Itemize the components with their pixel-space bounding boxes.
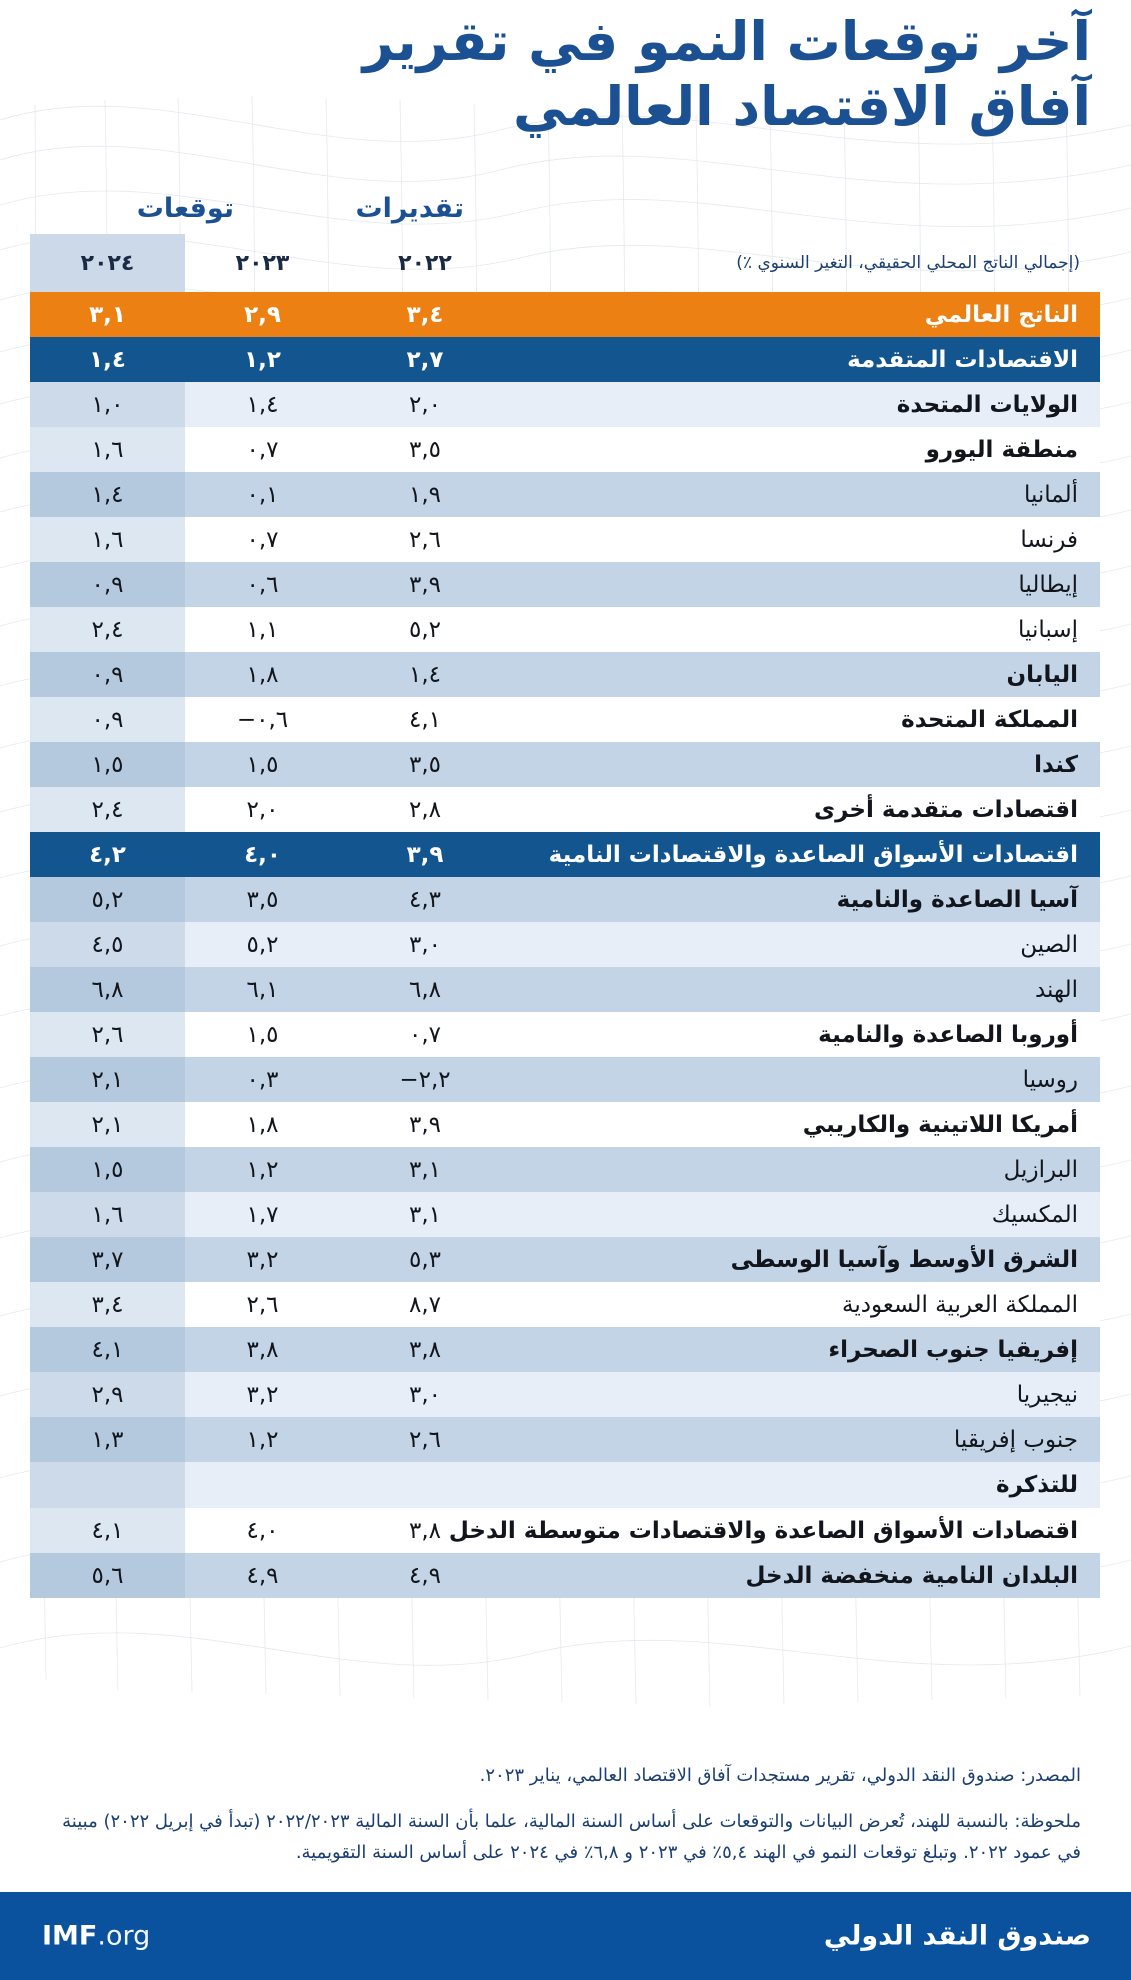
table-head [30, 234, 1100, 292]
cell-y2024: ٢,١ [30, 1102, 185, 1147]
cell-y2022: ٣,٥ [340, 742, 510, 787]
table-row [30, 652, 1100, 697]
row-label: نيجيريا [510, 1372, 1100, 1417]
cell-y2024: ٣,١ [30, 292, 185, 337]
footer-website-main: IMF [42, 1920, 98, 1952]
cell-y2024: ٤,٢ [30, 832, 185, 877]
cell-y2023: ٢,٩ [185, 292, 340, 337]
table-row [30, 697, 1100, 742]
footer-website-link[interactable] [42, 1921, 150, 1952]
cell-y2022: ٣,١ [340, 1192, 510, 1237]
column-group-labels [0, 192, 1131, 234]
cell-y2022: ٥,٣ [340, 1237, 510, 1282]
cell-y2024: ١,٠ [30, 382, 185, 427]
cell-y2022: ٢,٨ [340, 787, 510, 832]
cell-y2024: ١,٤ [30, 472, 185, 517]
memorandum-header-row [30, 1462, 1100, 1508]
cell-y2022: ٢,٦ [340, 517, 510, 562]
unit-note-header: (إجمالي الناتج المحلي الحقيقي، التغير السنوي ٪) [736, 253, 1080, 273]
cell-y2024: ٢,٤ [30, 607, 185, 652]
cell-y2024: ٥,٢ [30, 877, 185, 922]
cell-y2022: ٤,٩ [340, 1553, 510, 1598]
table-row [30, 1372, 1100, 1417]
table-row [30, 1508, 1100, 1553]
cell-y2022: ٣,٤ [340, 292, 510, 337]
growth-projections-table [30, 234, 1100, 1598]
cell-y2023: ٣,٢ [185, 1237, 340, 1282]
cell-y2024: ١,٣ [30, 1417, 185, 1462]
cell-y2022: ١,٤ [340, 652, 510, 697]
table-row [30, 832, 1100, 877]
row-label: البرازيل [510, 1147, 1100, 1192]
row-label: إيطاليا [510, 562, 1100, 607]
table-row [30, 517, 1100, 562]
memorandum-empty-cell [340, 1462, 510, 1508]
cell-y2024: ٣,٧ [30, 1237, 185, 1282]
cell-y2024: ٢,٩ [30, 1372, 185, 1417]
column-group-estimate-label: تقديرات [355, 193, 464, 224]
row-label: فرنسا [510, 517, 1100, 562]
cell-y2023: ١,٨ [185, 652, 340, 697]
cell-y2024: ١,٦ [30, 427, 185, 472]
cell-y2023: ١,١ [185, 607, 340, 652]
cell-y2022: ٢,٧ [340, 337, 510, 382]
cell-y2022: ٥,٢ [340, 607, 510, 652]
cell-y2022: ٤,٣ [340, 877, 510, 922]
table-row [30, 427, 1100, 472]
cell-y2022: ٨,٧ [340, 1282, 510, 1327]
cell-y2023: ٠,٧ [185, 517, 340, 562]
row-label: الصين [510, 922, 1100, 967]
row-label: آسيا الصاعدة والنامية [510, 877, 1100, 922]
cell-y2022: ٢,٦ [340, 1417, 510, 1462]
row-label: المملكة المتحدة [510, 697, 1100, 742]
cell-y2023: ٠,٦− [185, 697, 340, 742]
row-label: أمريكا اللاتينية والكاريبي [510, 1102, 1100, 1147]
row-label: المملكة العربية السعودية [510, 1282, 1100, 1327]
table-row [30, 1102, 1100, 1147]
cell-y2023: ٤,٩ [185, 1553, 340, 1598]
cell-y2024: ٣,٤ [30, 1282, 185, 1327]
cell-y2023: ٠,٣ [185, 1057, 340, 1102]
table-row [30, 1147, 1100, 1192]
table-row [30, 1417, 1100, 1462]
cell-y2023: ١,٥ [185, 742, 340, 787]
methodology-note: ملحوظة: بالنسبة للهند، تُعرض البيانات والتوقعات على أساس السنة المالية، علما بأن السنة المالية ٢٠٢٢/٢٠٢٣ (تبدأ في إبريل ٢٠٢٢) مبينة في عمود ٢٠٢٢. وتبلغ توقعات النمو في الهند ٥,٤٪ في ٢٠٢٣ و ٦,٨٪ في ٢٠٢٤ على أساس السنة التقويمية. [62, 1810, 1081, 1864]
cell-y2024: ٢,٤ [30, 787, 185, 832]
cell-y2023: ١,٢ [185, 1417, 340, 1462]
cell-y2022: ٣,١ [340, 1147, 510, 1192]
table-row [30, 1282, 1100, 1327]
row-label: البلدان النامية منخفضة الدخل [510, 1553, 1100, 1598]
cell-y2023: ١,٢ [185, 337, 340, 382]
table-row [30, 1237, 1100, 1282]
cell-y2023: ٤,٠ [185, 832, 340, 877]
table-row [30, 967, 1100, 1012]
cell-y2022: ٣,٠ [340, 922, 510, 967]
table-row [30, 1012, 1100, 1057]
cell-y2024: ٢,٦ [30, 1012, 185, 1057]
cell-y2024: ٤,١ [30, 1508, 185, 1553]
table-row [30, 877, 1100, 922]
footer-bar [0, 1892, 1131, 1980]
table-row [30, 1327, 1100, 1372]
cell-y2023: ٣,٥ [185, 877, 340, 922]
title-line-2: آفاق الاقتصاد العالمي [513, 74, 1091, 138]
row-label: أوروبا الصاعدة والنامية [510, 1012, 1100, 1057]
cell-y2024: ١,٤ [30, 337, 185, 382]
row-label: المكسيك [510, 1192, 1100, 1237]
row-label: اقتصادات متقدمة أخرى [510, 787, 1100, 832]
memorandum-empty-cell [30, 1462, 185, 1508]
cell-y2023: ٢,٦ [185, 1282, 340, 1327]
cell-y2022: ٣,٩ [340, 1102, 510, 1147]
memorandum-label: للتذكرة [510, 1462, 1100, 1508]
row-label: كندا [510, 742, 1100, 787]
growth-projections-table-wrapper [30, 234, 1100, 1598]
cell-y2023: ٤,٠ [185, 1508, 340, 1553]
row-label: اقتصادات الأسواق الصاعدة والاقتصادات متوسطة الدخل [510, 1508, 1100, 1553]
column-header-2022: ٢٠٢٢ [398, 250, 452, 276]
cell-y2022: ٣,٩ [340, 832, 510, 877]
cell-y2023: ١,٥ [185, 1012, 340, 1057]
notes-section [40, 1762, 1081, 1869]
cell-y2024: ١,٦ [30, 1192, 185, 1237]
table-header-row [30, 234, 1100, 292]
cell-y2023: ٦,١ [185, 967, 340, 1012]
cell-y2022: ٣,٩ [340, 562, 510, 607]
row-label: إسبانيا [510, 607, 1100, 652]
footer-website-tld: .org [97, 1920, 151, 1952]
cell-y2023: ٥,٢ [185, 922, 340, 967]
table-row [30, 607, 1100, 652]
table-row [30, 742, 1100, 787]
row-label: الشرق الأوسط وآسيا الوسطى [510, 1237, 1100, 1282]
cell-y2023: ٣,٢ [185, 1372, 340, 1417]
cell-y2023: ١,٢ [185, 1147, 340, 1192]
table-row [30, 382, 1100, 427]
row-label: ألمانيا [510, 472, 1100, 517]
cell-y2024: ٠,٩ [30, 697, 185, 742]
cell-y2024: ١,٥ [30, 742, 185, 787]
cell-y2023: ١,٤ [185, 382, 340, 427]
cell-y2024: ٥,٦ [30, 1553, 185, 1598]
page-title [41, 10, 1091, 140]
row-label: الناتج العالمي [510, 292, 1100, 337]
cell-y2024: ٤,٥ [30, 922, 185, 967]
row-label: الولايات المتحدة [510, 382, 1100, 427]
row-label: الاقتصادات المتقدمة [510, 337, 1100, 382]
table-body [30, 292, 1100, 1598]
source-note: المصدر: صندوق النقد الدولي، تقرير مستجدات آفاق الاقتصاد العالمي، يناير ٢٠٢٣. [479, 1765, 1081, 1786]
cell-y2022: ٣,٨ [340, 1508, 510, 1553]
column-header-2023: ٢٠٢٣ [235, 250, 290, 276]
cell-y2022: ٣,٨ [340, 1327, 510, 1372]
cell-y2022: ٢,٢− [340, 1057, 510, 1102]
row-label: اقتصادات الأسواق الصاعدة والاقتصادات النامية [510, 832, 1100, 877]
cell-y2024: ٤,١ [30, 1327, 185, 1372]
cell-y2023: ٠,٧ [185, 427, 340, 472]
cell-y2024: ١,٦ [30, 517, 185, 562]
row-label: إفريقيا جنوب الصحراء [510, 1327, 1100, 1372]
table-row [30, 292, 1100, 337]
row-label: اليابان [510, 652, 1100, 697]
cell-y2024: ٠,٩ [30, 652, 185, 697]
cell-y2022: ٤,١ [340, 697, 510, 742]
cell-y2024: ٦,٨ [30, 967, 185, 1012]
cell-y2022: ٣,٥ [340, 427, 510, 472]
cell-y2023: ٣,٨ [185, 1327, 340, 1372]
column-header-2024: ٢٠٢٤ [30, 234, 185, 292]
table-row [30, 787, 1100, 832]
cell-y2022: ٢,٠ [340, 382, 510, 427]
cell-y2022: ١,٩ [340, 472, 510, 517]
table-row [30, 472, 1100, 517]
row-label: روسيا [510, 1057, 1100, 1102]
memorandum-empty-cell [185, 1462, 340, 1508]
cell-y2022: ٣,٠ [340, 1372, 510, 1417]
cell-y2024: ٢,١ [30, 1057, 185, 1102]
cell-y2023: ٠,١ [185, 472, 340, 517]
row-label: الهند [510, 967, 1100, 1012]
table-row [30, 922, 1100, 967]
title-line-1: آخر توقعات النمو في تقرير [362, 10, 1091, 73]
column-group-forecast-label: توقعات [136, 193, 234, 224]
table-row [30, 1192, 1100, 1237]
cell-y2023: ١,٨ [185, 1102, 340, 1147]
table-row [30, 1057, 1100, 1102]
row-label: منطقة اليورو [510, 427, 1100, 472]
cell-y2022: ٠,٧ [340, 1012, 510, 1057]
cell-y2022: ٦,٨ [340, 967, 510, 1012]
footer-organization-name: صندوق النقد الدولي [823, 1920, 1091, 1952]
cell-y2024: ٠,٩ [30, 562, 185, 607]
cell-y2023: ٢,٠ [185, 787, 340, 832]
cell-y2023: ٠,٦ [185, 562, 340, 607]
cell-y2023: ١,٧ [185, 1192, 340, 1237]
cell-y2024: ١,٥ [30, 1147, 185, 1192]
table-row [30, 562, 1100, 607]
table-row [30, 1553, 1100, 1598]
table-row [30, 337, 1100, 382]
row-label: جنوب إفريقيا [510, 1417, 1100, 1462]
